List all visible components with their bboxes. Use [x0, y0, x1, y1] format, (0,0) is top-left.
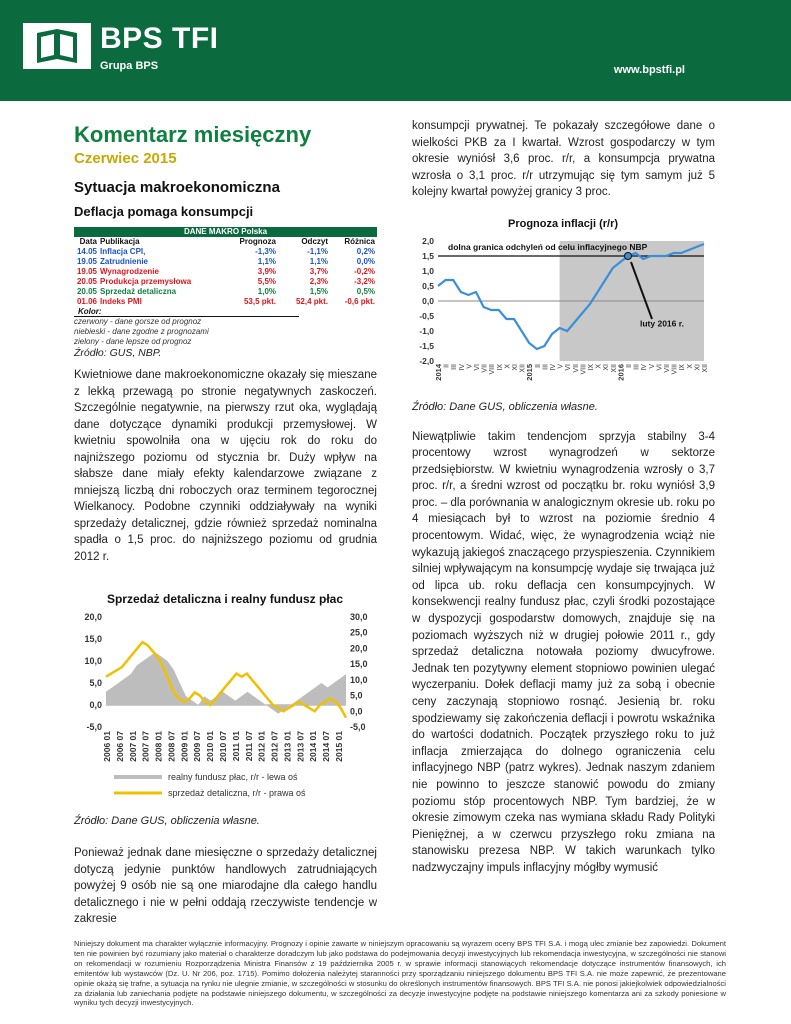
- table-row: [74, 297, 377, 307]
- x-tick-label: IV: [641, 363, 649, 371]
- x-tick-label: 2014 07: [321, 731, 332, 762]
- y-tick-label: -1,0: [419, 325, 434, 336]
- x-tick-label: 2010 01: [205, 731, 216, 762]
- x-tick-label: 2007 01: [127, 731, 138, 762]
- y-left-tick-label: 20,0: [84, 612, 102, 622]
- x-tick-label: XI: [512, 363, 519, 371]
- table-cell-date: 20.05: [76, 277, 97, 286]
- table-row: [74, 267, 377, 277]
- macro-table-title: DANE MAKRO Polska: [74, 227, 377, 237]
- x-tick-label: 2008 07: [166, 731, 177, 762]
- y-right-tick-label: 5,0: [350, 690, 363, 701]
- chart-title: Sprzedaż detaliczna i realny fundusz płac: [106, 592, 344, 606]
- x-year-label: 2016: [616, 363, 626, 381]
- x-tick-label: VIII: [580, 363, 588, 375]
- y-tick-label: -1,5: [419, 340, 434, 351]
- table-cell-roz: -3,2%: [354, 277, 375, 286]
- x-tick-label: VIII: [489, 363, 497, 375]
- y-tick-label: 2,0: [422, 235, 434, 246]
- x-tick-label: IV: [550, 363, 557, 371]
- x-tick-label: 2015 01: [334, 731, 344, 762]
- x-tick-label: IX: [588, 363, 595, 371]
- table-row: [74, 287, 377, 297]
- x-tick-label: 2009 01: [179, 731, 190, 762]
- macro-table: [74, 227, 377, 359]
- y-tick-label: -0,5: [419, 310, 434, 321]
- section-heading: Sytuacja makroekonomiczna: [74, 179, 280, 196]
- x-tick-label: 2013 01: [282, 731, 293, 762]
- series-realny-fundusz-area: [106, 652, 346, 714]
- legend-label: sprzedaż detaliczna, r/r - prawa oś: [168, 788, 306, 798]
- y-tick-label: 1,0: [422, 265, 434, 276]
- table-cell-date: 19.05: [76, 267, 97, 276]
- color-legend-red: czerwony - dane gorsze od prognoz: [74, 317, 202, 326]
- y-tick-label: -2,0: [419, 355, 434, 366]
- x-tick-label: III: [633, 363, 641, 370]
- x-tick-label: XI: [694, 363, 702, 371]
- left-column: [74, 118, 377, 928]
- table-cell-date: 20.05: [76, 287, 97, 296]
- y-right-tick-label: 25,0: [350, 627, 368, 638]
- table-cell-prog: 1,1%: [257, 257, 276, 266]
- y-right-tick-label: -5,0: [350, 722, 366, 732]
- annotation-label: dolna granica odchyleń od celu inflacyjnego NBP: [448, 241, 648, 252]
- x-tick-label: V: [466, 363, 474, 369]
- disclaimer: Niniejszy dokument ma charakter wyłącznie informacyjny. Prognozy i opinie zawarte w niniejszym opracowaniu są wyrazem oceny BPS TFI S.A. i mogą ulec zmianie bez zapowiedzi. Dokument ten nie powinien być rozumiany jako materiał o charakterze doradczym lub jako podstawa do podejmowania decyzji inwestycyjnych lub rekomendacja inwestycyjna, w szczególności nie stanowi on rekomendacji w rozumieniu Rozporządzenia Ministra Finansów z 19 października 2005 r. w sprawie informacji stanowiących rekomendacje dotyczące instrumentów finansowych, ich emitentów lub wystawców (Dz. U. Nr 206, poz. 1715). Pomimo dołożenia należytej staranności przy sporządzaniu niniejszego dokumentu BPS TFI S.A. nie może zapewnić, że prezentowane opinie okażą się trafne, a sytuacja na rynku nie ulegnie zmianie, w szczególności w stosunku do określonych instrumentów finansowych. BPS TFI S.A. nie ponosi jakiejkolwiek odpowiedzialności za działania lub zaniechania podjęte na podstawie niniejszego dokumentu, w szczególności za decyzje inwestycyjne podjęte na podstawie niniejszego komentarza ani za szkody poniesione w wyniku tych decyzji inwestycyjnych.: [74, 939, 726, 1008]
- chart-source: Źródło: Dane GUS, obliczenia własne.: [412, 400, 598, 413]
- x-tick-label: VIII: [671, 363, 679, 375]
- table-row: [74, 277, 377, 287]
- paragraph: Ponieważ jednak dane miesięczne o sprzedaży detalicznej dotyczą jedynie punktów handlowych zatrudniających powyżej 9 osób nie są one miarodajne dla całego handlu detalicznego i nie w pełni oddają rzeczywiste tendencje w zakresie: [74, 847, 377, 925]
- y-tick-label: 1,5: [422, 250, 434, 261]
- x-tick-label: VII: [664, 363, 671, 373]
- table-cell-odc: 1,1%: [309, 257, 328, 266]
- x-tick-label: IX: [496, 363, 504, 371]
- x-tick-label: 2006 01: [102, 731, 112, 762]
- retail-wages-chart: [74, 589, 377, 809]
- x-tick-label: VII: [481, 363, 489, 373]
- x-tick-label: X: [686, 363, 694, 369]
- x-tick-label: V: [557, 363, 565, 369]
- page-title: Komentarz miesięczny: [74, 122, 312, 147]
- brand-subtitle: Grupa BPS: [100, 60, 159, 72]
- x-tick-label: IX: [679, 363, 687, 371]
- x-tick-label: XII: [519, 363, 527, 373]
- paragraph: Kwietniowe dane makroekonomiczne okazały się mieszane z lekką przewagą po stronie negatywnych zaskoczeń. Szczególnie negatywnie, na pierwszy rzut oka, wyglądają dane dotyczące dynamiki produkcji przemysłowej. W kwietniu spowolniła ona w ujęciu rok do roku do najniższego poziomu od stycznia br. Duży wpływ na słabsze dane miały efekty kalendarzowe związane z mniejszą liczbą dni roboczych oraz terminem tegorocznej Wielkanocy. Podobne czynniki oddziaływały na wyniki sprzedaży detalicznej, gdzie również sprzedaż nominalna spadła o 1,5 proc. do najniższego poziomu od grudnia 2012 r.: [74, 369, 377, 563]
- x-tick-label: III: [451, 363, 459, 370]
- paragraph: Niewątpliwie takim tendencjom sprzyja stabilny 3-4 procentowy wzrost wynagrodzeń w sektorze przedsiębiorstw. W kwietniu wynagrodzenia wzrosły o 3,7 proc. r/r, a średni wzrost od początku br. roku wyniósł 3,9 proc. – dla porównania w analogicznym okresie ub. roku po 4 miesiącach był to wzrost na poziomie średnio 4 procentowym. Widać, więc, że wynagrodzenia wciąż nie wykazują jakiegoś znaczącego przyspieszenia. Czynnikiem silniej wpływającym na konsumpcję wydaje się trwająca już od lipca ub. roku deflacja cen konsumpcyjnych. W konsekwencji realny fundusz płac, czyli środki pozostające w dyspozycji gospodarstw domowych, znajduje się na poziomach wyższych niż w drugiej połowie 2011 r., gdy sprzedaż detaliczna notowała poziomy dwucyfrowe. Jednak ten pozytywny element stopniowo powinien ulegać wyczerpaniu. Dołek deflacji mamy już za sobą i obecnie ceny zaczynają stopniowo rosnąć. Jesienią br. roku spodziewamy się zakończenia deflacji i powrotu wskaźnika do wartości dodatnich. Początek przyszłego roku to już inflacja zmierzająca do dolnego ograniczenia celu inflacyjnego NBP (patrz wykres). Jednak naszym zdaniem nie powinno to jeszcze stanowić powodu do zmiany poziomu stóp procentowych NBP. Tym bardziej, że w okresie zimowym czeka nas wymiana składu Rady Polityki Pieniężnej, a w czerwcu przyszłego roku zmiana na stanowisku prezesa NBP. W takich warunkach tylko nadzwyczajny impuls inflacyjny mógłby wymusić: [412, 430, 715, 874]
- bps-logo-icon: [23, 19, 91, 69]
- table-cell-prog: 1,0%: [257, 287, 276, 296]
- table-source: Źródło: GUS, NBP.: [74, 347, 162, 359]
- x-year-label: 2014: [434, 363, 443, 381]
- x-tick-label: II: [443, 363, 451, 368]
- table-cell-prog: 3,9%: [257, 267, 276, 276]
- x-tick-label: 2014 01: [308, 731, 319, 762]
- y-left-tick-label: 5,0: [89, 678, 102, 688]
- y-right-tick-label: 20,0: [350, 643, 368, 654]
- subsection-heading: Deflacja pomaga konsumpcji: [74, 204, 254, 219]
- y-left-tick-label: 15,0: [84, 634, 102, 644]
- x-tick-label: VI: [656, 363, 664, 371]
- y-right-tick-label: 30,0: [350, 612, 368, 622]
- x-tick-label: VI: [474, 363, 481, 371]
- table-cell-roz: -0,2%: [354, 267, 375, 276]
- color-legend-green: zielony - dane lepsze od prognoz: [74, 337, 192, 346]
- table-row: [74, 257, 377, 267]
- x-tick-label: XII: [702, 363, 709, 373]
- table-cell-pub: Zatrudnienie: [100, 257, 149, 266]
- brand-name: BPS TFI: [100, 22, 219, 55]
- macro-table-body: [74, 247, 377, 307]
- macro-table-header: [74, 237, 377, 247]
- chart-source: Źródło: Dane GUS, obliczenia własne.: [74, 815, 260, 827]
- table-cell-pub: Produkcja przemysłowa: [100, 277, 192, 286]
- table-cell-roz: -0,6 pkt.: [344, 297, 375, 306]
- x-tick-label: 2008 01: [153, 731, 164, 762]
- y-left-tick-label: 0,0: [89, 700, 102, 710]
- x-tick-label: XII: [610, 363, 618, 373]
- x-tick-label: 2012 01: [256, 731, 267, 762]
- x-tick-label: II: [626, 363, 633, 368]
- table-cell-prog: -1,3%: [255, 247, 276, 256]
- table-cell-odc: 1,5%: [309, 287, 328, 296]
- feb-2016-marker: [625, 252, 632, 259]
- table-cell-date: 19.05: [76, 257, 97, 266]
- x-tick-label: IV: [458, 363, 466, 371]
- y-tick-label: 0,0: [422, 295, 434, 306]
- color-legend-blue: niebieski - dane zgodne z prognozami: [74, 327, 209, 336]
- col-header: Publikacja: [100, 237, 140, 246]
- x-tick-label: 2012 07: [269, 731, 280, 762]
- table-cell-odc: 2,3%: [309, 277, 328, 286]
- legend-label: realny fundusz płac, r/r - lewa oś: [168, 772, 298, 782]
- y-right-tick-label: 0,0: [350, 706, 363, 717]
- kolor-label: Kolor:: [74, 307, 299, 317]
- paragraph: konsumpcji prywatnej. Te pokazały szczegółowe dane o wielkości PKB za I kwartał. Wzrost gospodarczy w tym okresie wyniósł 3,6 proc. r/r, a konsumpcja prywatna wzrosła o 3,1 proc. r/r utrzymując się tym samym już 5 kolejny kwartał powyżej granicy 3 proc.: [412, 120, 715, 198]
- col-header: Prognoza: [239, 237, 276, 246]
- table-cell-roz: 0,2%: [356, 247, 375, 256]
- page-header: [0, 0, 791, 101]
- col-header: Odczyt: [301, 237, 328, 246]
- annotation-label: luty 2016 r.: [640, 318, 684, 328]
- table-cell-odc: 52,4 pkt.: [295, 297, 328, 306]
- chart-title: Prognoza inflacji (r/r): [508, 217, 619, 230]
- col-header: Data: [79, 237, 97, 246]
- y-right-tick-label: 15,0: [350, 659, 368, 670]
- x-tick-label: 2007 07: [140, 731, 151, 762]
- table-cell-odc: -1,1%: [307, 247, 328, 256]
- x-tick-label: 2011 01: [230, 731, 241, 762]
- x-tick-label: VI: [565, 363, 573, 371]
- x-year-label: 2015: [525, 363, 535, 381]
- table-cell-pub: Wynagrodzenie: [100, 267, 159, 276]
- y-tick-label: 0,5: [422, 280, 434, 291]
- col-header: Różnica: [344, 237, 375, 246]
- x-tick-label: 2013 07: [295, 731, 306, 762]
- x-tick-label: 2006 07: [114, 731, 125, 762]
- website-link[interactable]: www.bpstfi.pl: [613, 64, 685, 76]
- table-cell-pub: Indeks PMI: [100, 297, 142, 306]
- table-cell-date: 14.05: [76, 247, 97, 256]
- inflation-forecast-chart: [412, 215, 715, 395]
- y-right-tick-label: 10,0: [350, 674, 368, 685]
- right-column: [412, 118, 715, 877]
- x-tick-label: V: [648, 363, 656, 369]
- y-left-tick-label: -5,0: [86, 722, 102, 732]
- table-cell-prog: 5,5%: [257, 277, 276, 286]
- x-tick-label: III: [542, 363, 550, 370]
- table-cell-pub: Sprzedaż detaliczna: [100, 287, 177, 296]
- x-tick-label: X: [504, 363, 512, 369]
- x-tick-label: 2011 07: [243, 731, 254, 762]
- x-tick-label: 2010 07: [218, 731, 228, 762]
- table-cell-odc: 3,7%: [309, 267, 328, 276]
- table-cell-roz: 0,5%: [356, 287, 375, 296]
- x-tick-label: II: [534, 363, 542, 368]
- x-tick-label: VII: [572, 363, 580, 373]
- x-tick-label: XI: [603, 363, 611, 371]
- x-tick-label: X: [595, 363, 603, 369]
- table-cell-roz: 0,0%: [356, 257, 375, 266]
- table-cell-prog: 53,5 pkt.: [243, 297, 276, 306]
- table-cell-date: 01.06: [76, 297, 97, 306]
- page-date: Czerwiec 2015: [74, 150, 177, 167]
- table-row: [74, 247, 377, 257]
- table-cell-pub: Inflacja CPI,: [100, 247, 146, 256]
- y-left-tick-label: 10,0: [84, 656, 102, 666]
- x-tick-label: 2009 07: [192, 731, 203, 762]
